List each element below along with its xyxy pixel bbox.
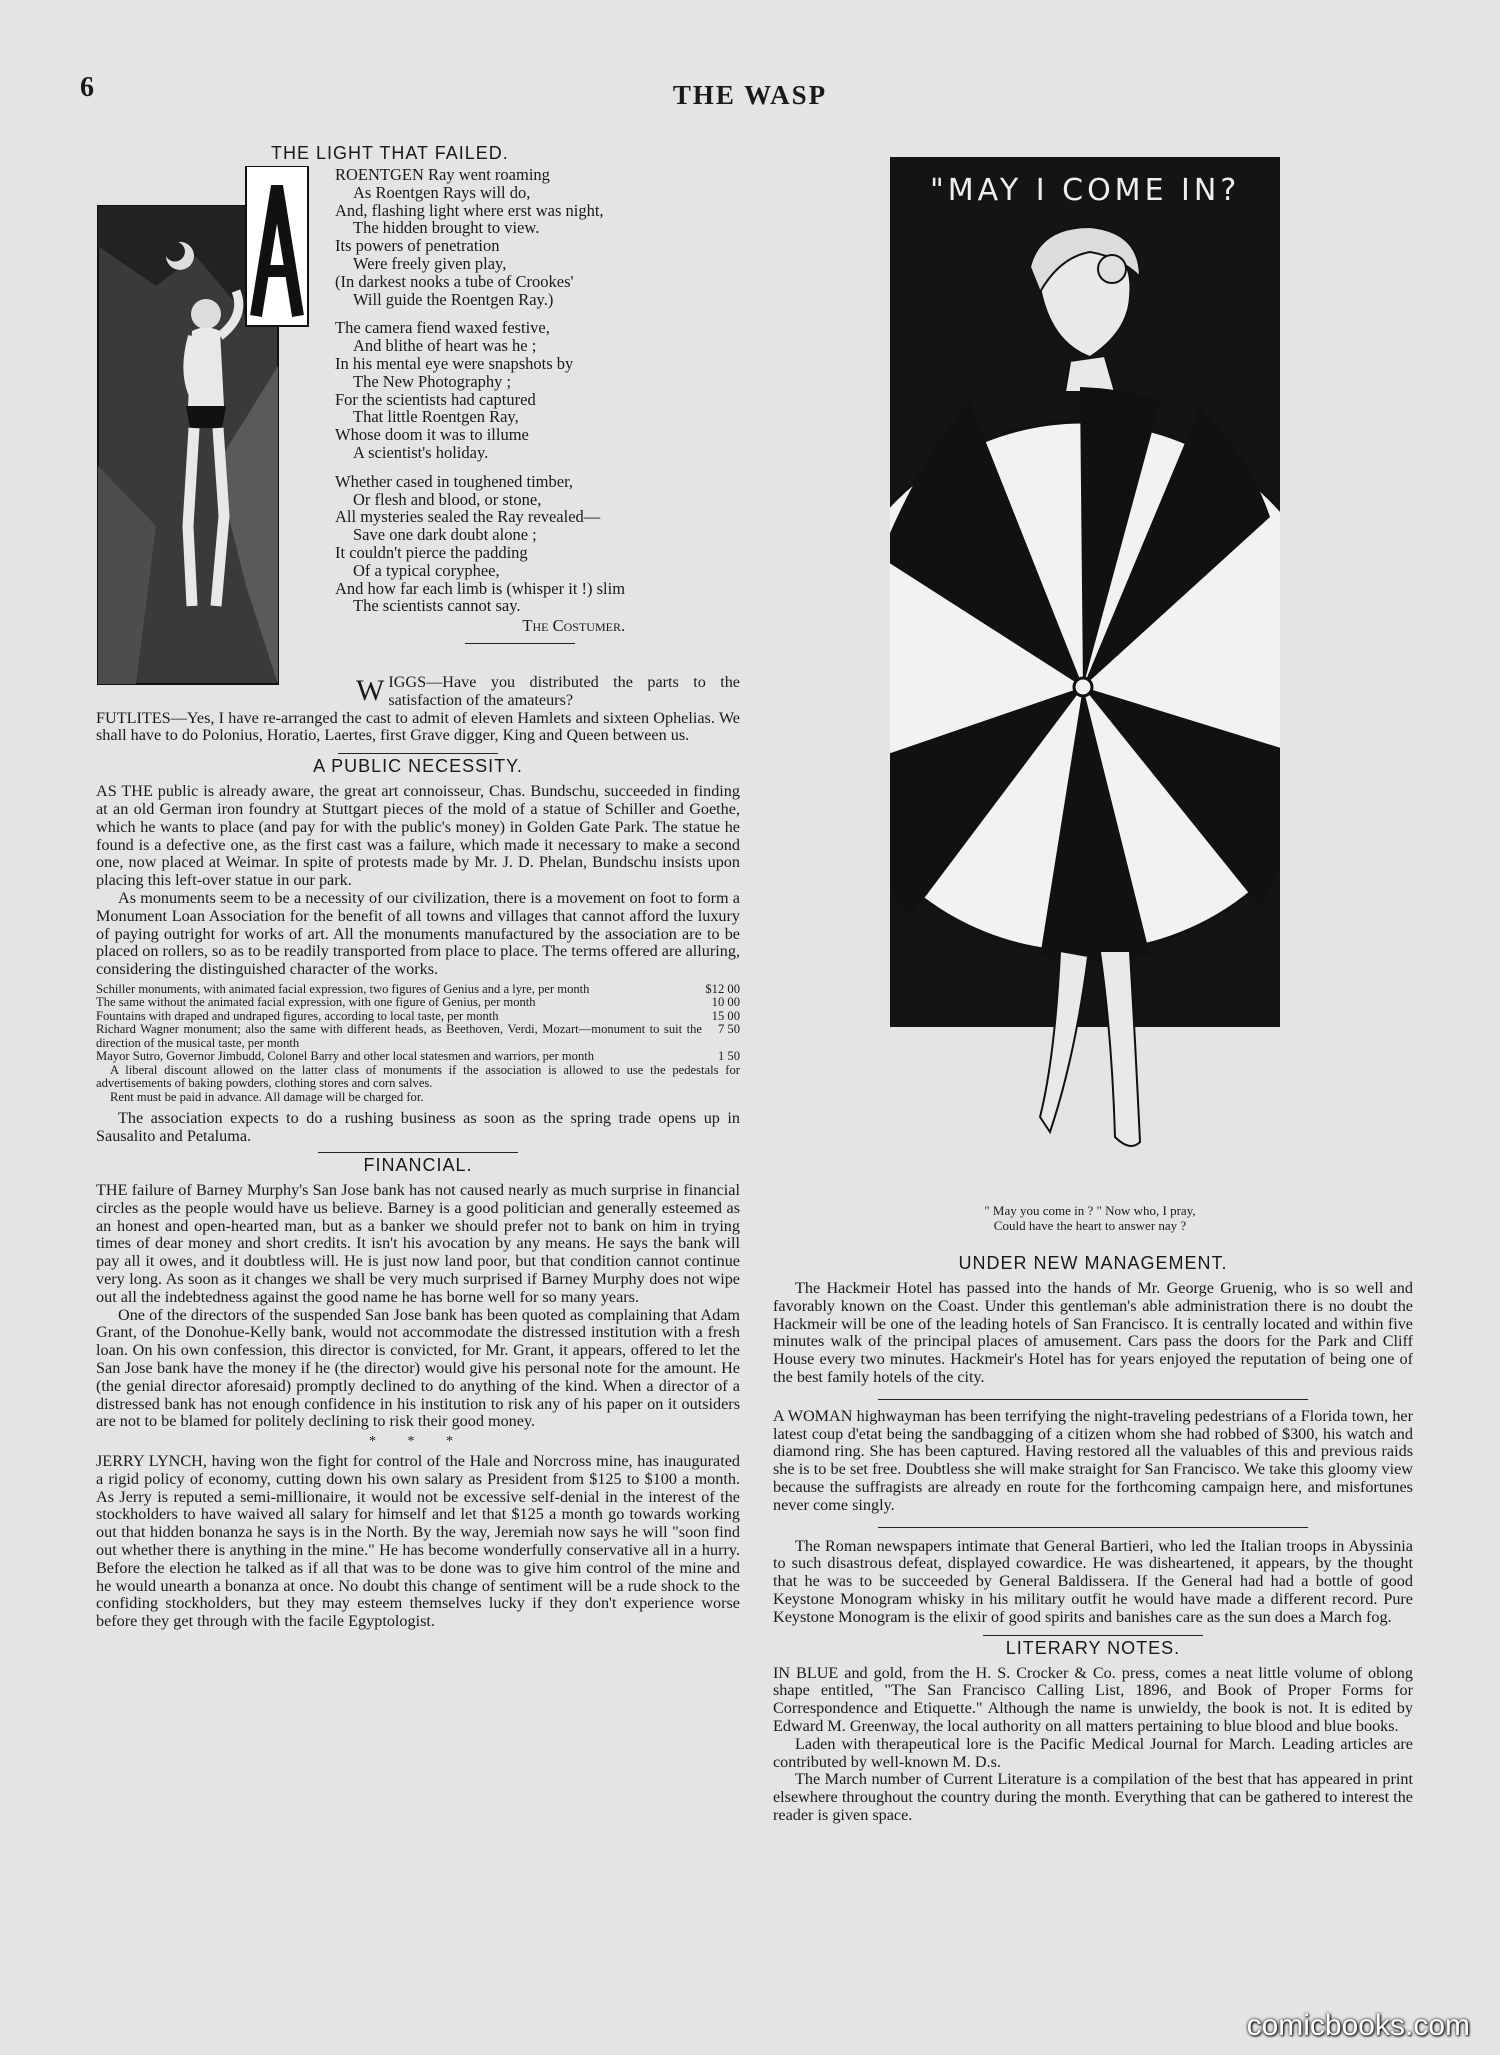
price-desc: The same without the animated facial expression, with one figure of Genius, per month <box>96 995 536 1010</box>
price-amount: 7 50 <box>717 1022 740 1037</box>
right-column <box>773 1253 1413 1825</box>
poem-line: As Roentgen Rays will do, <box>353 182 531 202</box>
poem-line: That little Roentgen Ray, <box>353 407 519 427</box>
literary-notes-body <box>773 1665 1413 1825</box>
divider <box>878 1527 1308 1528</box>
poem-title: THE LIGHT THAT FAILED. <box>271 143 509 163</box>
poem-line: Save one dark doubt alone ; <box>353 525 537 545</box>
section-title-public-necessity: A PUBLIC NECESSITY. <box>313 756 523 777</box>
poem-line: The New Photography ; <box>353 371 512 391</box>
stanza-3 <box>335 473 625 615</box>
paragraph: The Hackmeir Hotel has passed into the hands of Mr. George Gruenig, who is so well and favorably known on the Coast. Under this gentleman's able administration there is no doubt the Hackmeir will be one of the leading hotels of San Francisco. It is centrally located and within five minutes walk of the principal places of amusement. Cars pass the doors for the Park and Cliff House every two minutes. Hackmeir's Hotel has for years enjoyed the reputation of being one of the best family hotels of the city. <box>773 1279 1413 1386</box>
poem-line: And, flashing light where erst was night, <box>335 200 604 220</box>
poem-line: Will guide the Roentgen Ray.) <box>353 289 554 309</box>
paragraph: JERRY LYNCH, having won the fight for control of the Hale and Norcross mine, has inaugurated a rigid policy of economy, cutting down his own salary as President from $125 to $100 a month. As Jerry is reputed a semi-millionaire, it would not be excessive self-denial in the interest of the stockholders to have waived all salary for himself and let that $125 a month go towards working out that hidden bonanza he says is in the North. By the way, Jeremiah now says he will "soon find out whether there is anything in the mine." He has become wonderfully conservative all in a hurry. Before the election he talked as if all that was to be done was to give him control of the mine and he would unearth a bonanza at once. No doubt this change of sentiment will be a rude shock to the confiding stockholders, but they may esteem themselves lucky if they don't experience worse before they get through with the facile Egyptologist. <box>96 1452 740 1631</box>
price-row <box>96 983 740 997</box>
poem-line: And blithe of heart was he ; <box>353 336 537 356</box>
price-amount: 15 00 <box>711 1008 740 1023</box>
poem-line: ROENTGEN Ray went roaming <box>335 165 550 184</box>
poem-line: The scientists cannot say. <box>353 596 521 616</box>
section-title-financial: FINANCIAL. <box>363 1155 473 1176</box>
drop-cap: W <box>356 674 385 707</box>
divider <box>338 753 498 754</box>
caption-line: Could have the heart to answer nay ? <box>993 1218 1187 1233</box>
price-row <box>96 996 740 1010</box>
poem-line: Whether cased in toughened timber, <box>335 471 574 491</box>
caption-line: " May you come in ? " Now who, I pray, <box>984 1203 1196 1218</box>
cartoon-caption <box>900 1203 1280 1233</box>
paragraph: As monuments seem to be a necessity of our civilization, there is a movement on foot to form a Monument Loan Association for the benefit of all towns and villages that cannot afford the luxury of paying outright for works of art. All the monuments manufactured by the association are to be placed on rollers, so as to be readily transported from place to place. The terms offered are alluring, considering the distinguished character of the works. <box>96 888 740 979</box>
price-amount: 10 00 <box>711 995 740 1010</box>
paragraph: AS THE public is already aware, the great art connoisseur, Chas. Bundschu, succeeded in finding at an old German iron foundry at Stuttgart pieces of the mold of a statue of Schiller and Goethe, which he wants to place (and pay for with the public's money) in Golden Gate Park. The statue he found is a defective one, as the first cast was a failure, which made it necessary to make a second one, now placed at Weimar. In spite of protests made by Mr. J. D. Phelan, Bundschu insists upon placing this left-over statue in our park. <box>96 782 740 890</box>
price-desc: Fountains with draped and undraped figures, according to local taste, per month <box>96 1008 499 1023</box>
divider <box>465 643 575 644</box>
new-management-body <box>773 1280 1413 1387</box>
poem-line: All mysteries sealed the Ray revealed— <box>335 507 601 527</box>
cartoon-panel <box>890 157 1280 1177</box>
poem-line: And how far each limb is (whisper it !) slim <box>335 578 626 598</box>
divider <box>878 1399 1308 1400</box>
price-amount: 1 50 <box>717 1049 740 1064</box>
price-row <box>96 1023 740 1050</box>
paragraph: Laden with therapeutical lore is the Pacific Medical Journal for March. Leading articles are contributed by well-known M. D.s. <box>773 1734 1413 1771</box>
dancer-illustration <box>96 166 311 686</box>
poem-line: (In darkest nooks a tube of Crookes' <box>335 271 574 291</box>
wiggs-text: IGGS—Have you distributed the parts to the satisfaction of the amateurs? <box>388 673 740 709</box>
discount-note: A liberal discount allowed on the latter class of monuments if the association is allowed to use the pedestals for advertisements of baking powders, clothing stores and corn salves. <box>96 1062 740 1091</box>
divider <box>318 1152 518 1153</box>
roman-newspapers-body <box>773 1538 1413 1627</box>
poem-line: For the scientists had captured <box>335 389 536 409</box>
price-desc: Richard Wagner monument; also the same with different heads, as Beethoven, Verdi, Mozart—monument to suit the direction of the musical taste, per month <box>96 1022 702 1050</box>
poem-line: Of a typical coryphee, <box>353 560 500 580</box>
poem-line: The hidden brought to view. <box>353 218 540 238</box>
section-title-literary-notes: LITERARY NOTES. <box>1005 1637 1181 1658</box>
paragraph: The Roman newspapers intimate that General Bartieri, who led the Italian troops in Abyssinia to such disastrous defeat, displayed cowardice. He was disheartened, it appears, by the thought that he was to be succeeded by General Baldissera. If the General had had a bottle of good Keystone Monogram whisky in his military outfit he would have made a different record. Pure Keystone Monogram is the elixir of good spirits and banishes care as the sun does a March fog. <box>773 1536 1413 1626</box>
wiggs-reply: FUTLITES—Yes, I have re-arranged the cast to admit of eleven Hamlets and sixteen Ophelias. We shall have to do Polonius, Horatio, Laertes, first Grave digger, King and Queen between us. <box>96 708 740 745</box>
paragraph: THE failure of Barney Murphy's San Jose bank has not caused nearly as much surprise in financial circles as the people would have us believe. Barney is a good politician and generally esteemed as an honest and open-hearted man, but as a banker we should prefer not to bank on him in trying times of dear money and short credits. It isn't his avocation by any means. He says the bank will pay all it owes, and it doubtless will. He is just now land poor, but that condition cannot continue very long. As soon as it changes we shall be very much surprised if Barney Murphy does not wipe out all the indebtedness against the good name he has borne well for so many years. <box>96 1181 740 1306</box>
paragraph: One of the directors of the suspended San Jose bank has been quoted as complaining that Adam Grant, of the Donohue-Kelly bank, would not accommodate the distressed institution with a fresh loan. On his own confession, this director is convicted, for Mr. Grant, it appears, offered to let the San Jose bank have the money if he (the director) would give his personal note for the amount. He (the genial director aforesaid) promptly declined to do anything of the kind. When a director of a distressed bank has not enough confidence in his institution to risk any of his paper on it outsiders are not to be blamed for politely declining to risk their good money. <box>96 1305 740 1431</box>
poem-line: The camera fiend waxed festive, <box>335 318 550 338</box>
price-row <box>96 1010 740 1024</box>
page-number: 6 <box>80 72 94 103</box>
poem-line: In his mental eye were snapshots by <box>335 353 574 373</box>
rent-note: Rent must be paid in advance. All damage will be charged for. <box>110 1089 424 1104</box>
poem-block <box>96 166 740 686</box>
paragraph: A WOMAN highwayman has been terrifying the night-traveling pedestrians of a Florida town, her latest coup d'etat being the sandbagging of a citizen whom she had robbed of $300, his watch and diamond ring. She has been captured. Having restored all the valuables of this and previous raids she is to be set free. Doubtless she will make straight for San Francisco. We take this gloomy view because the suffragists are already en route for the forthcoming campaign here, and misfortunes never come singly. <box>773 1406 1413 1514</box>
poem-line: A scientist's holiday. <box>353 442 489 462</box>
poem-illustration <box>96 166 311 686</box>
poem-line: Whose doom it was to illume <box>335 425 529 445</box>
financial-body <box>96 1182 740 1631</box>
poem-body <box>335 166 625 686</box>
price-desc: Mayor Sutro, Governor Jimbudd, Colonel Barry and other local statesmen and warriors, per month <box>96 1049 595 1064</box>
poem-signature: The Costumer. <box>522 616 626 636</box>
stanza-1 <box>335 166 625 308</box>
price-desc: Schiller monuments, with animated facial expression, two figures of Genius and a lyre, per month <box>96 981 590 996</box>
section-stars: * * * <box>369 1434 467 1450</box>
poem-line: Its powers of penetration <box>335 236 500 256</box>
umbrella-cartoon <box>890 157 1280 1177</box>
poem-line: Or flesh and blood, or stone, <box>353 489 542 509</box>
poem-line: Were freely given play, <box>353 253 507 273</box>
watermark: comicbooks.com <box>1246 2009 1470 2042</box>
public-necessity-body <box>96 783 740 1146</box>
left-column <box>96 143 740 1631</box>
stanza-2 <box>335 319 625 461</box>
section-title-new-management: UNDER NEW MANAGEMENT. <box>958 1253 1228 1273</box>
divider <box>983 1635 1203 1636</box>
woman-highwayman-body <box>773 1408 1413 1515</box>
poem-line: It couldn't pierce the padding <box>335 542 528 562</box>
paragraph: The association expects to do a rushing business as soon as the spring trade opens up in Sausalito and Petaluma. <box>96 1109 740 1146</box>
price-list <box>96 983 740 1105</box>
cartoon-title: "MAY I COME IN? <box>930 173 1241 208</box>
paragraph: IN BLUE and gold, from the H. S. Crocker & Co. press, comes a neat little volume of oblong shape entitled, "The San Francisco Calling List, 1896, and Book of Proper Forms for Correspondence and Etiquette." Although the name is unwieldy, the book is not. It is edited by Edward M. Greenway, the local authority on all matters pertaining to blue blood and blue books. <box>773 1663 1413 1735</box>
price-row <box>96 1050 740 1064</box>
paragraph: The March number of Current Literature is a compilation of the best that has appeared in print elsewhere throughout the country during the month. Everything that can be gathered to interest the reader is given space. <box>773 1770 1413 1824</box>
masthead: THE WASP <box>672 80 828 110</box>
price-amount: $12 00 <box>705 981 740 996</box>
